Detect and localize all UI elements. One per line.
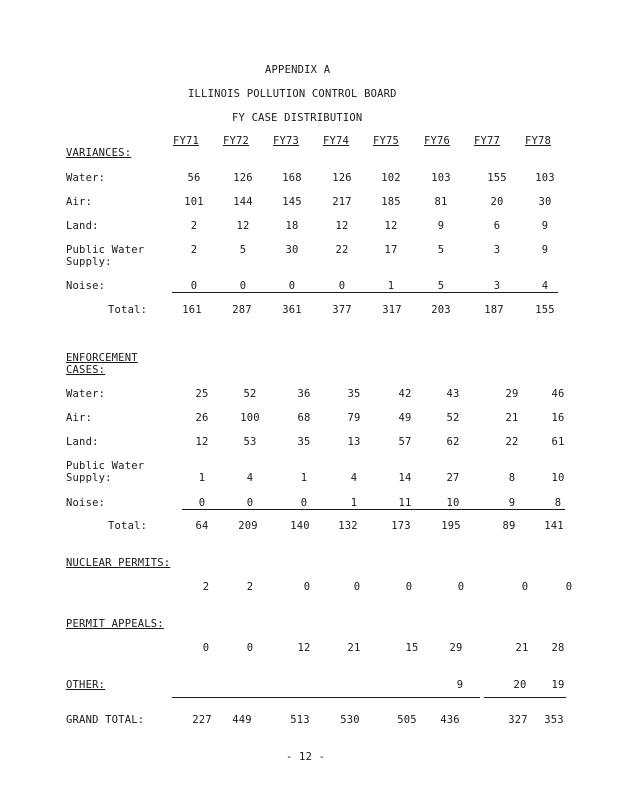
- cell: 81: [434, 196, 448, 208]
- cell: 9: [541, 220, 549, 232]
- cell: 1: [387, 280, 395, 292]
- year-header: FY78: [524, 135, 552, 147]
- cell: 100: [240, 412, 260, 424]
- cell: 0: [246, 642, 254, 654]
- other-heading: OTHER:: [66, 679, 106, 691]
- cell: 5: [239, 244, 247, 256]
- year-header: FY73: [272, 135, 300, 147]
- cell: 0: [457, 581, 465, 593]
- cell: 185: [381, 196, 401, 208]
- cell: 436: [440, 714, 460, 726]
- cell: 145: [282, 196, 302, 208]
- cell: 22: [505, 436, 519, 448]
- cell: 377: [332, 304, 352, 316]
- cell: 29: [505, 388, 519, 400]
- cell: 62: [446, 436, 460, 448]
- cell: 0: [300, 497, 308, 509]
- row-label: Land:: [66, 436, 99, 448]
- grand-total-rule: [484, 697, 566, 698]
- cell: 4: [350, 472, 358, 484]
- row-label: Water:: [66, 172, 106, 184]
- cell: 1: [350, 497, 358, 509]
- cell: 3: [493, 280, 501, 292]
- row-label: Noise:: [66, 497, 106, 509]
- cell: 9: [508, 497, 516, 509]
- cell: 61: [551, 436, 565, 448]
- row-label: Land:: [66, 220, 99, 232]
- cell: 5: [437, 244, 445, 256]
- cell: 0: [338, 280, 346, 292]
- cell: 217: [332, 196, 352, 208]
- permit-appeals-heading: PERMIT APPEALS:: [66, 618, 164, 630]
- cell: 35: [347, 388, 361, 400]
- cell: 5: [437, 280, 445, 292]
- grand-total-rule: [172, 697, 480, 698]
- cell: 317: [382, 304, 402, 316]
- year-header: FY72: [222, 135, 250, 147]
- cell: 0: [353, 581, 361, 593]
- cell: 141: [544, 520, 564, 532]
- cell: 155: [487, 172, 507, 184]
- row-label: Noise:: [66, 280, 106, 292]
- cell: 35: [297, 436, 311, 448]
- cell: 126: [332, 172, 352, 184]
- enforcement-heading-cont: CASES:: [66, 364, 106, 376]
- cell: 0: [521, 581, 529, 593]
- enforcement-heading: ENFORCEMENT: [66, 352, 138, 364]
- cell: 13: [347, 436, 361, 448]
- row-label: Air:: [66, 412, 93, 424]
- cell: 287: [232, 304, 252, 316]
- cell: 1: [198, 472, 206, 484]
- cell: 30: [285, 244, 299, 256]
- cell: 530: [340, 714, 360, 726]
- cell: 12: [236, 220, 250, 232]
- cell: 449: [232, 714, 252, 726]
- cell: 103: [431, 172, 451, 184]
- cell: 46: [551, 388, 565, 400]
- cell: 43: [446, 388, 460, 400]
- row-label: Water:: [66, 388, 106, 400]
- cell: 361: [282, 304, 302, 316]
- cell: 26: [195, 412, 209, 424]
- cell: 15: [405, 642, 419, 654]
- cell: 14: [398, 472, 412, 484]
- cell: 52: [243, 388, 257, 400]
- cell: 22: [335, 244, 349, 256]
- cell: 102: [381, 172, 401, 184]
- cell: 0: [288, 280, 296, 292]
- cell: 21: [347, 642, 361, 654]
- cell: 3: [493, 244, 501, 256]
- cell: 101: [184, 196, 204, 208]
- cell: 0: [198, 497, 206, 509]
- cell: 9: [541, 244, 549, 256]
- cell: 9: [456, 679, 464, 691]
- cell: 12: [384, 220, 398, 232]
- cell: 21: [515, 642, 529, 654]
- cell: 0: [405, 581, 413, 593]
- cell: 36: [297, 388, 311, 400]
- cell: 21: [505, 412, 519, 424]
- row-label: Air:: [66, 196, 93, 208]
- cell: 2: [202, 581, 210, 593]
- cell: 187: [484, 304, 504, 316]
- cell: 4: [541, 280, 549, 292]
- cell: 140: [290, 520, 310, 532]
- cell: 168: [282, 172, 302, 184]
- cell: 52: [446, 412, 460, 424]
- cell: 11: [398, 497, 412, 509]
- cell: 327: [508, 714, 528, 726]
- cell: 79: [347, 412, 361, 424]
- cell: 25: [195, 388, 209, 400]
- cell: 16: [551, 412, 565, 424]
- cell: 144: [233, 196, 253, 208]
- cell: 161: [182, 304, 202, 316]
- cell: 27: [446, 472, 460, 484]
- subtotal-rule: [182, 509, 565, 510]
- cell: 209: [238, 520, 258, 532]
- cell: 0: [565, 581, 573, 593]
- cell: 8: [554, 497, 562, 509]
- cell: 68: [297, 412, 311, 424]
- cell: 56: [187, 172, 201, 184]
- total-label: Total:: [108, 520, 148, 532]
- cell: 0: [202, 642, 210, 654]
- page-number: - 12 -: [286, 751, 326, 763]
- cell: 30: [538, 196, 552, 208]
- cell: 173: [391, 520, 411, 532]
- cell: 203: [431, 304, 451, 316]
- cell: 195: [441, 520, 461, 532]
- cell: 20: [490, 196, 504, 208]
- grand-total-label: GRAND TOTAL:: [66, 714, 145, 726]
- cell: 0: [239, 280, 247, 292]
- organization-title: ILLINOIS POLLUTION CONTROL BOARD: [188, 88, 397, 100]
- cell: 2: [246, 581, 254, 593]
- cell: 29: [449, 642, 463, 654]
- cell: 0: [190, 280, 198, 292]
- year-header: FY74: [322, 135, 350, 147]
- cell: 64: [195, 520, 209, 532]
- cell: 10: [551, 472, 565, 484]
- cell: 49: [398, 412, 412, 424]
- cell: 4: [246, 472, 254, 484]
- cell: 28: [551, 642, 565, 654]
- cell: 53: [243, 436, 257, 448]
- document-subtitle: FY CASE DISTRIBUTION: [232, 112, 363, 124]
- cell: 353: [544, 714, 564, 726]
- subtotal-rule: [172, 292, 558, 293]
- year-header: FY76: [423, 135, 451, 147]
- year-header: FY75: [372, 135, 400, 147]
- cell: 12: [335, 220, 349, 232]
- cell: 89: [502, 520, 516, 532]
- year-header: FY71: [172, 135, 200, 147]
- cell: 227: [192, 714, 212, 726]
- cell: 57: [398, 436, 412, 448]
- cell: 6: [493, 220, 501, 232]
- variances-heading: VARIANCES:: [66, 147, 132, 159]
- cell: 0: [246, 497, 254, 509]
- cell: 103: [535, 172, 555, 184]
- cell: 132: [338, 520, 358, 532]
- cell: 2: [190, 220, 198, 232]
- nuclear-permits-heading: NUCLEAR PERMITS:: [66, 557, 171, 569]
- cell: 8: [508, 472, 516, 484]
- cell: 1: [300, 472, 308, 484]
- cell: 12: [297, 642, 311, 654]
- cell: 505: [397, 714, 417, 726]
- cell: 20: [513, 679, 527, 691]
- row-label: Public Water Supply:: [66, 460, 145, 484]
- cell: 17: [384, 244, 398, 256]
- total-label: Total:: [108, 304, 148, 316]
- cell: 12: [195, 436, 209, 448]
- cell: 513: [290, 714, 310, 726]
- row-label: Public Water Supply:: [66, 244, 145, 268]
- cell: 10: [446, 497, 460, 509]
- cell: 19: [551, 679, 565, 691]
- cell: 155: [535, 304, 555, 316]
- cell: 42: [398, 388, 412, 400]
- year-header: FY77: [473, 135, 501, 147]
- appendix-title: APPENDIX A: [265, 64, 331, 76]
- cell: 126: [233, 172, 253, 184]
- cell: 2: [190, 244, 198, 256]
- cell: 0: [303, 581, 311, 593]
- cell: 9: [437, 220, 445, 232]
- cell: 18: [285, 220, 299, 232]
